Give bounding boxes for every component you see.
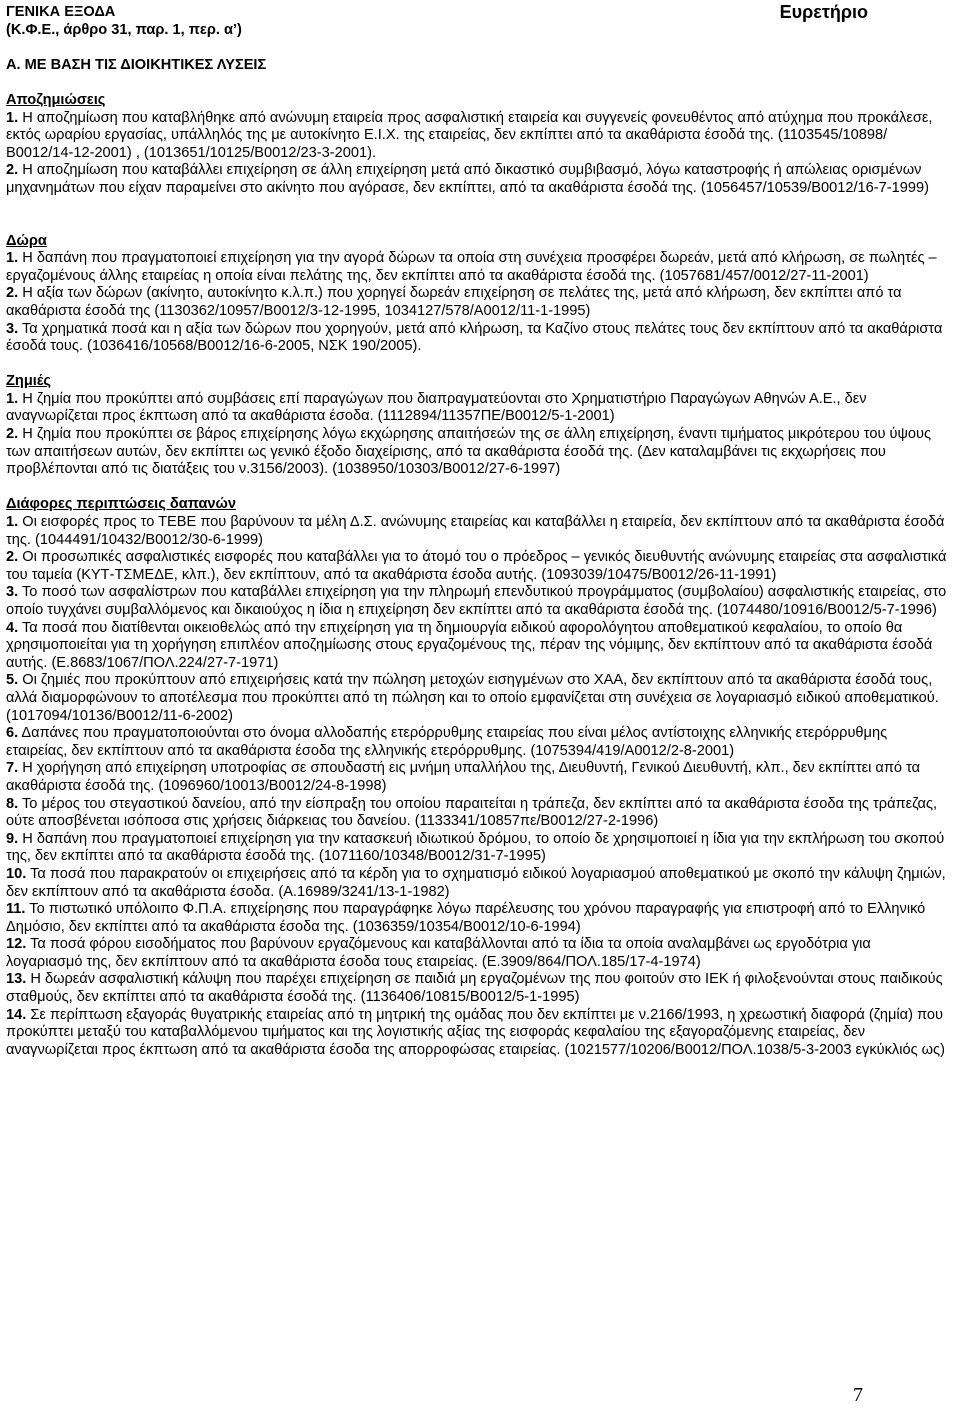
list-item [6, 760, 950, 795]
item-number: 11. [6, 901, 26, 918]
list-item [6, 901, 950, 936]
index-link[interactable]: Ευρετήριο [779, 2, 868, 22]
item-text: Η ζημία που προκύπτει σε βάρος επιχείρησης λόγω εκχώρησης απαιτήσεών της σε άλλη επιχείρηση, έναντι τιμήματος μικρότερου του ύψους των απαιτήσεων αυτών, δεν εκπίπτει ως γενικό έξοδο διαχείρισης, από τα ακαθάριστα έσοδά της. (Δεν καταλαμβάνει τις εκχωρήσεις που προβλέπονται από τις διατάξεις του ν.3156/2003). (1038950/10303/Β0012/27-6-1997) [6, 426, 932, 478]
item-number: 4. [6, 619, 19, 636]
item-text: Η αποζημίωση που καταβάλλει επιχείρηση σε άλλη επιχείρηση μετά από δικαστικό συμβιβασμό, λόγω καταστροφής ή απώλειας ορισμένων μηχανημάτων που είχαν παραμείνει στο ακίνητο που αγόρασε, δεν εκπίπτει, από τα ακαθάριστα έσοδά της. (1056457/10539/Β0012/16-7-1999) [6, 162, 929, 196]
item-text: Τα ποσά φόρου εισοδήματος που βαρύνουν εργαζόμενους και καταβάλλονται από τα ίδια τα οποία αναλαμβάνει ως εργοδότρια για λογαριασμό της, δεν εκπίπτουν από τα ακαθάριστα έσοδα τους εταιρείας. (Ε.3909/864/ΠΟΛ.185/17-4-1974) [6, 936, 871, 970]
heading-misc: Διάφορες περιπτώσεις δαπανών [6, 496, 236, 513]
list-item [6, 866, 950, 901]
list-item [6, 549, 950, 584]
item-number: 6. [6, 725, 19, 742]
item-number: 3. [6, 584, 19, 601]
item-number: 5. [6, 672, 19, 689]
item-text: Το μέρος του στεγαστικού δανείου, από την είσπραξη του οποίου παραιτείται η τράπεζα, δεν εκπίπτει από τα ακαθάριστα έσοδα της τράπεζας, ούτε αποσβένεται ισόποσα στις χρήσεις διάρκειας του δανείου. (1133341/10857πε/Β0012/27-2-1996) [6, 795, 938, 830]
list-item [6, 936, 950, 971]
item-text: Η αποζημίωση που καταβλήθηκε από ανώνυμη εταιρεία προς ασφαλιστική εταιρεία και συγγενείς φονευθέντος από ατύχημα που προκάλεσε, εκτός ωραρίου εργασίας, υπάλληλός της με αυτοκίνητο Ε.Ι.Χ. της εταιρείας, δεν εκπίπτει από τα ακαθάριστα έσοδά της. (1103545/10898/Β0012/14-12-2001) , (1013651/10125/Β0012/23-3-2001). [6, 109, 933, 161]
item-number: 3. [6, 320, 19, 337]
item-number: 13. [6, 971, 27, 988]
list-item [6, 1007, 950, 1060]
item-number: 14. [6, 1006, 27, 1023]
item-text: Η χορήγηση από επιχείρηση υποτροφίας σε σπουδαστή εις μνήμη υπαλλήλου της, Διευθυντή, Γενικού Διευθυντή, κλπ., δεν εκπίπτει από τα ακαθάριστα έσοδά της. (1096960/10013/Β0012/24-8-1998) [6, 760, 921, 794]
header-title: ΓΕΝΙΚΑ ΕΞΟΔΑ [6, 4, 116, 20]
document-body [6, 4, 950, 1059]
list-item [6, 831, 950, 866]
item-number: 12. [6, 936, 27, 953]
heading-gifts: Δώρα [6, 232, 47, 249]
item-text: Οι εισφορές προς το ΤΕΒΕ που βαρύνουν τα μέλη Δ.Σ. ανώνυμης εταιρείας και καταβάλλει η εταιρεία, δεν εκπίπτουν από τα ακαθάριστα έσοδά της. (1044491/10432/Β0012/30-6-1999) [6, 514, 945, 548]
list-item [6, 514, 950, 549]
list-item [6, 285, 950, 320]
item-number: 2. [6, 162, 19, 179]
list-item [6, 584, 950, 619]
item-number: 9. [6, 830, 19, 847]
item-number: 1. [6, 109, 19, 126]
header-subtitle: (Κ.Φ.Ε., άρθρο 31, παρ. 1, περ. α’) [6, 21, 242, 38]
list-item [6, 110, 950, 163]
item-text: Το πιστωτικό υπόλοιπο Φ.Π.Α. επιχείρησης που παραγράφηκε λόγω παρέλευσης του χρόνου παραγραφής για επιστροφή από το Ελληνικό Δημόσιο, δεν εκπίπτει από τα ακαθάριστα έσοδα της. (1036359/10354/Β0012/10-6-1994) [6, 901, 926, 935]
list-item [6, 725, 950, 760]
item-text: Η ζημία που προκύπτει από συμβάσεις επί παραγώγων που διαπραγματεύονται στο Χρηματιστήριο Παραγώγων Αθηνών Α.Ε., δεν αναγνωρίζεται προς έκπτωση από τα ακαθάριστα έσοδα. (1112894/11357ΠΕ/Β0012/5-1-2001) [6, 390, 867, 425]
item-text: Η αξία των δώρων (ακίνητο, αυτοκίνητο κ.λ.π.) που χορηγεί δωρεάν επιχείρηση σε πελάτες της, μετά από κλήρωση, δεν εκπίπτει από τα ακαθάριστα έσοδά της (1130362/10957/Β0012/3-12-1995, 1034127/578/Α0012/11-1-1995) [6, 285, 902, 319]
item-text: Η δαπάνη που πραγματοποιεί επιχείρηση για την κατασκευή ιδιωτικού δρόμου, το οποίο δε χρησιμοποιεί η ίδια για την εκπλήρωση του σκοπού της, δεν εκπίπτει από τα ακαθάριστα έσοδά της. (1071160/10348/Β0012/31-7-1995) [6, 830, 945, 865]
list-item [6, 162, 950, 197]
list-item [6, 796, 950, 831]
item-number: 1. [6, 514, 19, 531]
heading-compensation: Αποζημιώσεις [6, 91, 106, 108]
item-number: 2. [6, 285, 19, 302]
item-text: Δαπάνες που πραγματοποιούνται στο όνομα αλλοδαπής ετερόρρυθμης εταιρείας που είναι μέλος αντίστοιχης ελληνικής ετερόρρυθμης εταιρείας, δεν εκπίπτουν από τα ακαθάριστα έσοδα της ελληνικής ετερόρρυθμης. (1075394/419/Α0012/2-8-2001) [6, 725, 888, 759]
item-number: 1. [6, 250, 19, 267]
list-item [6, 250, 950, 285]
item-text: Οι ζημιές που προκύπτουν από επιχειρήσεις κατά την πώληση μετοχών εισηγμένων στο ΧΑΑ, δεν εκπίπτουν από τα ακαθάριστα έσοδά τους, αλλά διαμορφώνουν το αποτέλεσμα που προκύπτει από τη πώληση και το οποίο εμφανίζεται στη συνέχεια σε λογαριασμό ειδικού αποθεματικού. (1017094/10136/Β0012/11-6-2002) [6, 672, 939, 724]
page-number: 7 [853, 1384, 863, 1406]
item-number: 7. [6, 760, 19, 777]
list-item [6, 321, 950, 356]
list-item [6, 620, 950, 673]
item-text: Τα ποσά που διατίθενται οικειοθελώς από την επιχείρηση για τη δημιουργία ειδικού αφορολόγητου αποθεματικού κεφαλαίου, το οποίο θα χρησιμοποιείται για τη χορήγηση επιπλέον αποζημίωσης στους εργαζομένους της, πέραν της νόμιμης, δεν εκπίπτουν από τα ακαθάριστα έσοδά αυτής. (Ε.8683/1067/ΠΟΛ.224/27-7-1971) [6, 619, 933, 671]
list-item [6, 971, 950, 1006]
item-text: Η δωρεάν ασφαλιστική κάλυψη που παρέχει επιχείρηση σε παιδιά μη εργαζομένων της που φοιτούν στο ΙΕΚ ή φιλοξενούνται στους παιδικούς σταθμούς, δεν εκπίπτει από τα ακαθάριστα έσοδά της. (1136406/10815/Β0012/5-1-1995) [6, 971, 943, 1006]
item-number: 8. [6, 795, 19, 812]
section-title: Α. ΜΕ ΒΑΣΗ ΤΙΣ ΔΙΟΙΚΗΤΙΚΕΣ ΛΥΣΕΙΣ [6, 56, 267, 73]
heading-losses: Ζημιές [6, 373, 51, 390]
list-item [6, 672, 950, 725]
item-number: 2. [6, 426, 19, 443]
item-number: 10. [6, 865, 27, 882]
item-number: 1. [6, 390, 19, 407]
item-text: Σε περίπτωση εξαγοράς θυγατρικής εταιρείας από τη μητρική της ομάδας που δεν εκπίπτει με ν.2166/1993, η χρεωστική διαφορά (ζημία) που προκύπτει μεταξύ του καταβαλλόμενου τιμήματος και της λογιστικής αξίας της εισφοράς κεφαλαίου της εξαγοραζόμενης εταιρείας, δεν αναγνωρίζεται προς έκπτωση από τα ακαθάριστα έσοδα της απορροφώσας εταιρείας. (1021577/10206/Β0012/ΠΟΛ.1038/5-3-2003 εγκύκλιός ως) [6, 1006, 945, 1058]
item-text: Οι προσωπικές ασφαλιστικές εισφορές που καταβάλλει για το άτομό του ο πρόεδρος – γενικός διευθυντής ανώνυμης εταιρείας στα ασφαλιστικά του ταμεία (ΚΥΤ-ΤΣΜΕΔΕ, κλπ.), δεν εκπίπτουν, από τα ακαθάριστα έσοδα αυτής. (1093039/10475/Β0012/26-11-1991) [6, 549, 947, 583]
item-text: Το ποσό των ασφαλίστρων που καταβάλλει επιχείρηση για την πληρωμή επενδυτικού προγράμματος (συμβολαίου) ασφαλιστικής εταιρείας, στο οποίο τυγχάνει συμβαλλόμενος και δικαιούχος η ίδια η επιχείρηση δεν εκπίπτει από τα ακαθάριστα έσοδά της. (1074480/10916/Β0012/5-7-1996) [6, 584, 947, 618]
list-item [6, 426, 950, 479]
item-text: Τα ποσά που παρακρατούν οι επιχειρήσεις από τα κέρδη για το σχηματισμό ειδικού λογαριασμού αποθεματικού με σκοπό την κάλυψη ζημιών, δεν εκπίπτουν από τα ακαθάριστα έσοδα. (Α.16989/3241/13-1-1982) [6, 865, 946, 900]
item-text: Τα χρηματικά ποσά και η αξία των δώρων που χορηγούν, μετά από κλήρωση, τα Καζίνο στους πελάτες τους δεν εκπίπτουν από τα ακαθάριστα έσοδά τους. (1036416/10568/Β0012/16-6-2005, ΝΣΚ 190/2005). [6, 320, 943, 355]
item-text: Η δαπάνη που πραγματοποιεί επιχείρηση για την αγορά δώρων τα οποία στη συνέχεια προσφέρει δωρεάν, μετά από κλήρωση, σε πωλητές – εργαζομένους άλλης εταιρείας η οποία είναι πελάτης της, δεν εκπίπτει από τα ακαθάριστα έσοδά της. (1057681/457/0012/27-11-2001) [6, 250, 937, 284]
item-number: 2. [6, 549, 19, 566]
list-item [6, 391, 950, 426]
